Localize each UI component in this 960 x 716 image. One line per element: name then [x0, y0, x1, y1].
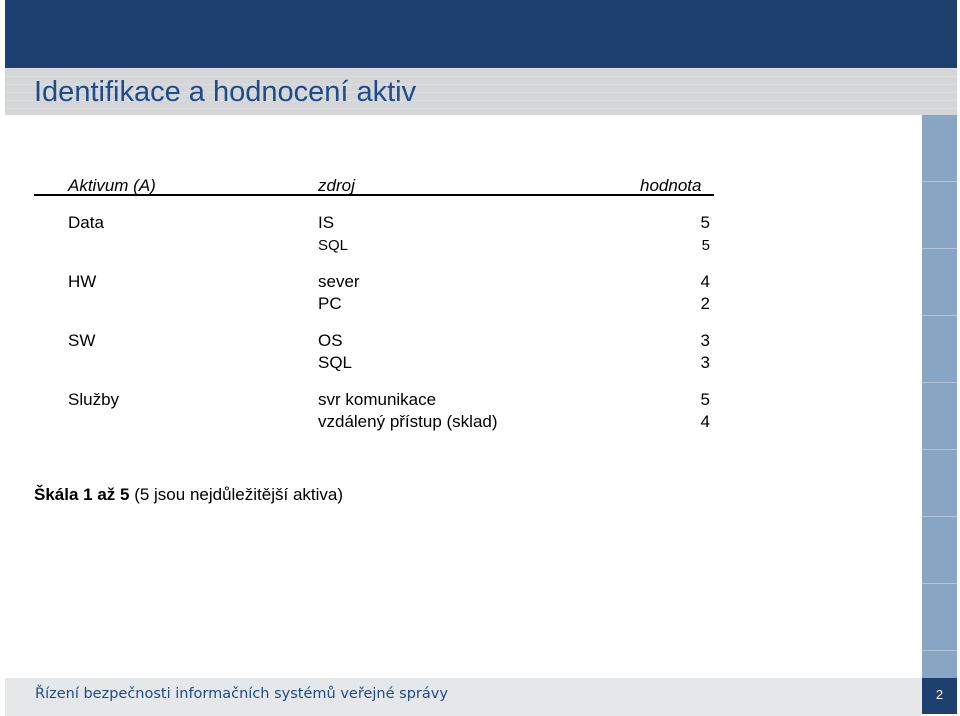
table-cell-source: vzdálený přístup (sklad) — [318, 412, 498, 431]
slide-title: Identifikace a hodnocení aktiv — [34, 76, 417, 108]
column-header-source: zdroj — [318, 176, 355, 195]
table-cell-source: SQL — [318, 353, 353, 372]
scale-note-rest: (5 jsou nejdůležitější aktiva) — [129, 485, 344, 504]
table-cell-value: 5 — [700, 213, 710, 232]
table-cell-value: 4 — [700, 412, 710, 431]
table-cell-value: 4 — [700, 272, 710, 291]
table-cell-source: sever — [318, 272, 360, 291]
side-decoration-band — [922, 115, 957, 678]
header-rule — [34, 194, 714, 196]
table-cell-asset: SW — [68, 331, 96, 350]
table-cell-source: PC — [318, 294, 342, 313]
header-band — [5, 0, 957, 68]
table-cell-asset: HW — [68, 272, 97, 291]
footer-text: Řízení bezpečnosti informačních systémů veřejné správy — [35, 686, 448, 702]
table-cell-value: 2 — [700, 294, 710, 313]
table-cell-source: svr komunikace — [318, 390, 437, 409]
table-cell-asset: Data — [68, 213, 104, 232]
table-cell-asset: Služby — [68, 390, 120, 409]
column-header-asset: Aktivum (A) — [68, 176, 156, 195]
table-cell-value: 3 — [700, 353, 710, 372]
table-cell-value: 3 — [700, 331, 710, 350]
table-cell-value: 5 — [701, 237, 710, 254]
page-number: 2 — [935, 687, 944, 702]
column-header-value: hodnota — [640, 176, 702, 195]
table-cell-source: SQL — [318, 237, 349, 254]
table-cell-source: IS — [318, 213, 335, 232]
scale-note — [34, 485, 343, 505]
scale-note-bold: Škála 1 až 5 — [34, 485, 130, 504]
table-cell-value: 5 — [700, 390, 710, 409]
table-cell-source: OS — [318, 331, 343, 350]
